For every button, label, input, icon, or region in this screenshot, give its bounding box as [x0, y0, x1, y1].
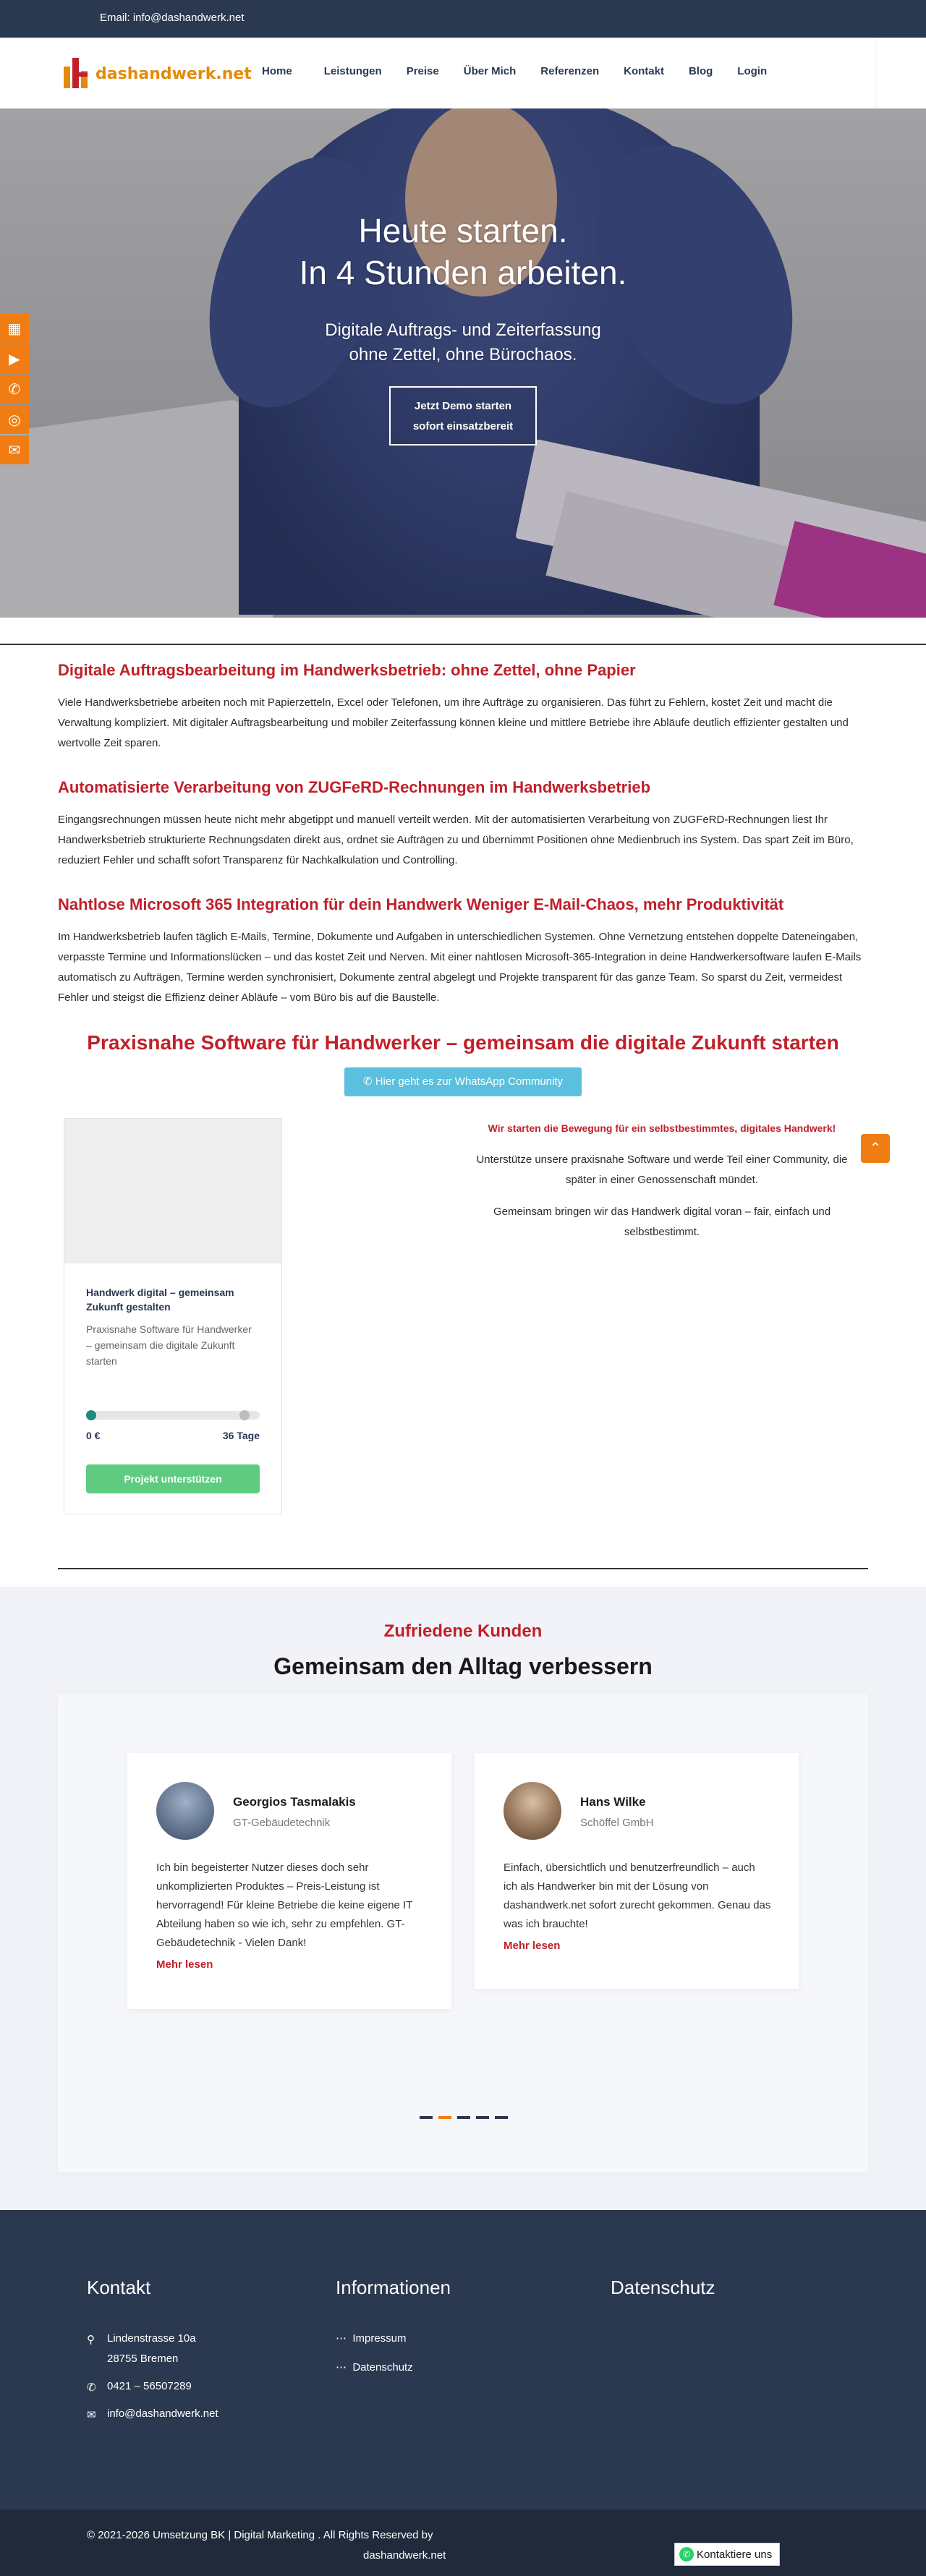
- phone-icon[interactable]: ✆: [0, 375, 29, 404]
- nav-blog[interactable]: Blog: [688, 65, 713, 77]
- progress-bar: [86, 1411, 260, 1420]
- phone-icon: ✆: [87, 2381, 96, 2394]
- project-title[interactable]: Handwerk digital – gemeinsam Zukunft gestalten: [86, 1287, 234, 1313]
- section-heading-1: Digitale Auftragsbearbeitung im Handwerksbetrieb: ohne Zettel, ohne Papier: [58, 661, 636, 679]
- whatsapp-icon: ✆: [679, 2547, 694, 2562]
- avatar: [504, 1782, 561, 1840]
- progress-end-dot: [239, 1410, 250, 1420]
- footer-link-impressum[interactable]: ⋯ Impressum: [336, 2332, 407, 2345]
- mail-icon: ✉: [87, 2409, 96, 2421]
- scroll-top-icon[interactable]: ⌃: [861, 1134, 890, 1163]
- community-title: Praxisnahe Software für Handwerker – gemeinsam die digitale Zukunft starten: [87, 1031, 839, 1054]
- navbar: [0, 38, 875, 108]
- project-desc: Praxisnahe Software für Handwerker – gemeinsam die digitale Zukunft starten: [86, 1323, 252, 1367]
- carousel-dot[interactable]: [495, 2116, 508, 2119]
- testimonial-text: Einfach, übersichtlich und benutzerfreundlich – auch ich als Handwerker bin mit der Lösung von dashandwerk.net sofort zurecht gekommen. Genau das was ich brauchte!: [504, 1861, 771, 1930]
- chat-icon[interactable]: ✉: [0, 435, 29, 464]
- main-nav: [262, 65, 767, 77]
- support-project-button[interactable]: Projekt unterstützen: [86, 1464, 260, 1493]
- instagram-icon[interactable]: ◎: [0, 405, 29, 434]
- social-bar: [0, 314, 29, 466]
- nav-home[interactable]: Home: [262, 65, 292, 77]
- carousel-dot-active[interactable]: [438, 2116, 451, 2119]
- topbar-email[interactable]: Email: info@dashandwerk.net: [100, 12, 245, 24]
- project-card: [64, 1118, 282, 1514]
- testimonial-company: Schöffel GmbH: [580, 1817, 654, 1829]
- footer-privacy-title: Datenschutz: [611, 2277, 715, 2298]
- nav-referenzen[interactable]: Referenzen: [540, 65, 600, 77]
- footer-kontakt-title: Kontakt: [87, 2277, 151, 2298]
- community-text-1: Unterstütze unsere praxisnahe Software und werde Teil einer Community, die später in einer Genossenschaft mündet.: [476, 1153, 848, 1186]
- testimonial-text: Ich bin begeisterter Nutzer dieses doch sehr unkomplizierten Produktes – Preis-Leistung ist hervorragend! Für kleine Betriebe die keine eigene IT Abteilung haben so wie ich, sehr zu empfehlen. GT-Gebäudetechnik - Vielen Dank!: [156, 1861, 413, 1949]
- location-icon: ⚲: [87, 2334, 95, 2346]
- carousel-dot[interactable]: [476, 2116, 489, 2119]
- nav-ueber-mich[interactable]: Über Mich: [463, 65, 517, 77]
- grid-icon[interactable]: ▦: [0, 314, 29, 343]
- project-days: 36 Tage: [222, 1430, 260, 1441]
- read-more-link[interactable]: Mehr lesen: [504, 1940, 561, 1952]
- testimonials-subtitle: Zufriedene Kunden: [383, 1621, 543, 1641]
- footer-info-title: Informationen: [336, 2277, 451, 2298]
- demo-button[interactable]: Jetzt Demo starten sofort einsatzbereit: [389, 386, 537, 445]
- testimonials-title: Gemeinsam den Alltag verbessern: [273, 1653, 653, 1679]
- youtube-icon[interactable]: ▶: [0, 344, 29, 373]
- testimonial-company: GT-Gebäudetechnik: [233, 1817, 331, 1829]
- project-image: [64, 1119, 281, 1263]
- logo-text: dashandwerk.net: [95, 65, 252, 83]
- section-text-2: Eingangsrechnungen müssen heute nicht mehr abgetippt und manuell verteilt werden. Mit der automatisierten Verarbeitung von ZUGFeRD-Rechnungen liest Ihr Handwerksbetrieb strukturierte Rechnungsdaten direkt aus, ordnet sie Aufträgen zu und übernimmt Positionen ohne Medienbruch ins System. Das spart Zeit im Büro, reduziert Fehler und schafft sofort Transparenz für Nachkalkulation und Controlling.: [58, 814, 854, 866]
- footer-link-datenschutz[interactable]: ⋯ Datenschutz: [336, 2361, 413, 2374]
- project-amount: 0 €: [86, 1430, 101, 1441]
- copyright: © 2021-2026 Umsetzung BK | Digital Marketing . All Rights Reserved by dashandwerk.net: [87, 2529, 446, 2562]
- hero: [0, 108, 926, 618]
- section-heading-3: Nahtlose Microsoft 365 Integration für dein Handwerk Weniger E-Mail-Chaos, mehr Produktivität: [58, 895, 784, 913]
- testimonial-name: Georgios Tasmalakis: [233, 1795, 356, 1809]
- community-text-2: Gemeinsam bringen wir das Handwerk digital voran – fair, einfach und selbstbestimmt.: [493, 1206, 831, 1238]
- footer-phone[interactable]: 0421 – 56507289: [107, 2380, 192, 2392]
- nav-kontakt[interactable]: Kontakt: [624, 65, 664, 77]
- community-headline: Wir starten die Bewegung für ein selbstbestimmtes, digitales Handwerk!: [488, 1122, 836, 1134]
- footer: [0, 2210, 926, 2509]
- testimonial-name: Hans Wilke: [580, 1795, 646, 1809]
- hero-title: Heute starten. In 4 Stunden arbeiten.: [299, 212, 627, 291]
- section-text-3: Im Handwerksbetrieb laufen täglich E-Mails, Termine, Dokumente und Aufgaben in unterschiedlichen Systemen. Ohne Vernetzung entstehen doppelte Dateneingaben, verpasste Termine und Informationslücken – und das kostet Zeit und Nerven. Mit einer nahtlosen Microsoft-365-Integration in deine Handwerkersoftware laufen E-Mails automatisch zu Aufträgen, Termine werden synchronisiert, Dokumente zentral abgelegt und Projekte transparent für das ganze Team. So sparst du Zeit, vermeidest Fehler und steigst die Effizienz deiner Abläufe – vom Büro bis auf die Baustelle.: [58, 931, 862, 1004]
- carousel-dots: [420, 2116, 514, 2119]
- divider: [58, 1568, 868, 1569]
- nav-preise[interactable]: Preise: [406, 65, 439, 77]
- whatsapp-community-button[interactable]: ✆ Hier geht es zur WhatsApp Community: [344, 1067, 582, 1096]
- divider: [0, 644, 926, 645]
- carousel-dot[interactable]: [420, 2116, 433, 2119]
- nav-leistungen[interactable]: Leistungen: [323, 65, 382, 77]
- footer-email[interactable]: info@dashandwerk.net: [107, 2407, 218, 2420]
- testimonial-card: [127, 1753, 451, 2009]
- nav-login[interactable]: Login: [737, 65, 768, 77]
- testimonial-card: [475, 1753, 799, 1989]
- whatsapp-contact-button[interactable]: ✆ Kontaktiere uns: [674, 2543, 780, 2566]
- section-text-1: Viele Handwerksbetriebe arbeiten noch mit Papierzetteln, Excel oder Telefonen, um ihre Aufträge zu organisieren. Das führt zu Fehlern, kostet Zeit und macht die Verwaltung kompliziert. Mit digitaler Auftragsbearbeitung und mobiler Zeiterfassung können kleine und mittlere Betriebe ihre Abläufe deutlich effizienter gestalten und wertvolle Zeit sparen.: [58, 696, 849, 749]
- read-more-link[interactable]: Mehr lesen: [156, 1958, 213, 1971]
- hero-subtitle: Digitale Auftrags- und Zeiterfassung ohne Zettel, ohne Bürochaos.: [325, 320, 601, 364]
- top-bar: [0, 0, 926, 38]
- footer-address: Lindenstrasse 10a 28755 Bremen: [107, 2332, 196, 2365]
- bottom-bar: [0, 2509, 926, 2576]
- carousel-dot[interactable]: [457, 2116, 470, 2119]
- logo-mark-icon: [64, 56, 93, 90]
- whatsapp-icon: ✆: [362, 1075, 375, 1088]
- avatar: [156, 1782, 214, 1840]
- section-heading-2: Automatisierte Verarbeitung von ZUGFeRD-Rechnungen im Handwerksbetrieb: [58, 778, 651, 796]
- progress-start-dot: [86, 1410, 96, 1420]
